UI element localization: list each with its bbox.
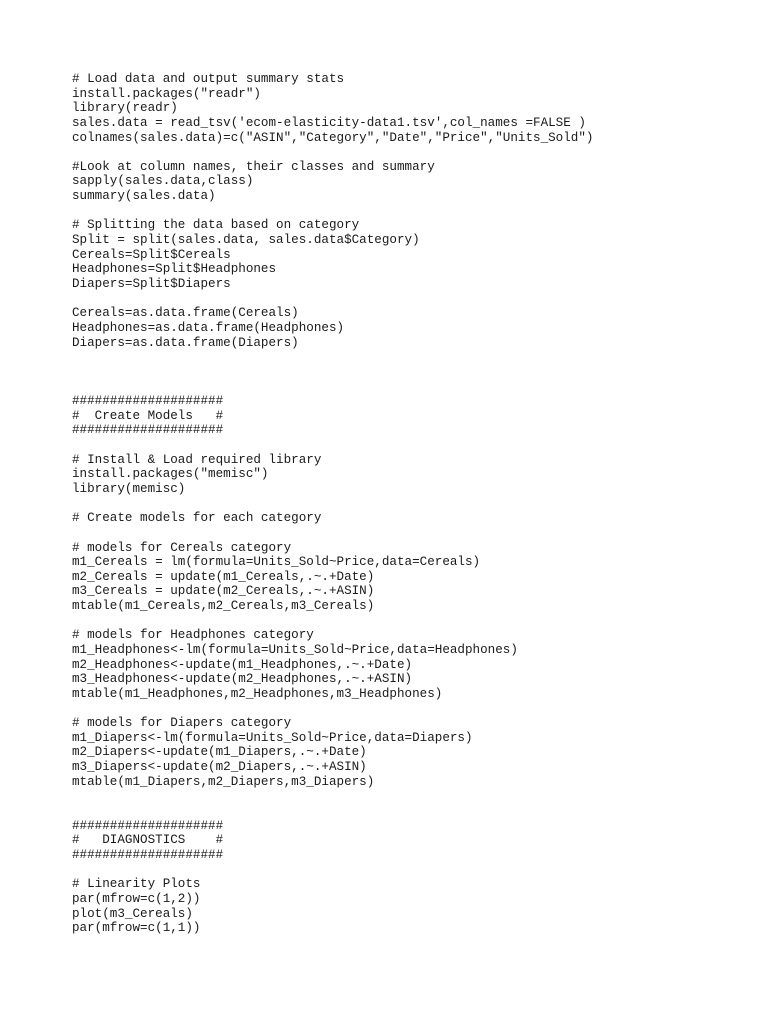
code-line: # models for Diapers category xyxy=(72,716,292,731)
code-line: mtable(m1_Headphones,m2_Headphones,m3_Headphones) xyxy=(72,686,443,701)
code-line: # Create models for each category xyxy=(72,511,322,526)
code-line: Headphones=Split$Headphones xyxy=(72,262,277,277)
code-line xyxy=(72,497,752,512)
code-line: mtable(m1_Diapers,m2_Diapers,m3_Diapers) xyxy=(72,774,375,789)
code-line: Headphones=as.data.frame(Headphones) xyxy=(72,320,345,335)
code-line: Split = split(sales.data, sales.data$Category) xyxy=(72,233,420,248)
code-line: # Create Models # xyxy=(72,408,224,423)
code-line: install.packages("readr") xyxy=(72,86,261,101)
code-line xyxy=(72,145,752,160)
code-line: colnames(sales.data)=c("ASIN","Category","Date","Price","Units_Sold") xyxy=(72,130,594,145)
code-document xyxy=(72,72,752,936)
code-line: par(mfrow=c(1,2)) xyxy=(72,891,201,906)
code-line: #################### xyxy=(72,394,224,409)
code-line: m2_Cereals = update(m1_Cereals,.~.+Date) xyxy=(72,569,375,584)
code-line: plot(m3_Cereals) xyxy=(72,906,193,921)
code-line: m2_Headphones<-update(m1_Headphones,.~.+Date) xyxy=(72,657,413,672)
code-line: Cereals=as.data.frame(Cereals) xyxy=(72,306,299,321)
code-line xyxy=(72,292,752,307)
code-line: #Look at column names, their classes and summary xyxy=(72,159,435,174)
code-line: library(readr) xyxy=(72,101,178,116)
code-line xyxy=(72,350,752,365)
code-line xyxy=(72,614,752,629)
code-line xyxy=(72,204,752,219)
code-line xyxy=(72,789,752,804)
code-line xyxy=(72,863,752,878)
code-line: summary(sales.data) xyxy=(72,189,216,204)
code-line: #################### xyxy=(72,423,224,438)
code-line xyxy=(72,702,752,717)
code-line: # DIAGNOSTICS # xyxy=(72,833,224,848)
code-line xyxy=(72,379,752,394)
code-line: m3_Headphones<-update(m2_Headphones,.~.+ASIN) xyxy=(72,672,413,687)
code-line: m1_Diapers<-lm(formula=Units_Sold~Price,data=Diapers) xyxy=(72,730,473,745)
code-line: m2_Diapers<-update(m1_Diapers,.~.+Date) xyxy=(72,745,367,760)
code-line: m3_Cereals = update(m2_Cereals,.~.+ASIN) xyxy=(72,584,375,599)
code-line xyxy=(72,438,752,453)
code-line: # Install & Load required library xyxy=(72,452,322,467)
code-line: # models for Headphones category xyxy=(72,628,314,643)
code-line: library(memisc) xyxy=(72,481,186,496)
code-line: # Load data and output summary stats xyxy=(72,72,345,86)
code-line: Cereals=Split$Cereals xyxy=(72,247,231,262)
code-line: Diapers=Split$Diapers xyxy=(72,276,231,291)
code-line: m1_Cereals = lm(formula=Units_Sold~Price,data=Cereals) xyxy=(72,555,481,570)
code-line: # Linearity Plots xyxy=(72,877,201,892)
code-line: sapply(sales.data,class) xyxy=(72,174,254,189)
code-line xyxy=(72,526,752,541)
code-line: sales.data = read_tsv('ecom-elasticity-data1.tsv',col_names =FALSE ) xyxy=(72,115,586,130)
code-line xyxy=(72,804,752,819)
code-line: mtable(m1_Cereals,m2_Cereals,m3_Cereals) xyxy=(72,599,375,614)
code-line: par(mfrow=c(1,1)) xyxy=(72,921,201,936)
code-line: #################### xyxy=(72,818,224,833)
code-line: Diapers=as.data.frame(Diapers) xyxy=(72,335,299,350)
code-line: m1_Headphones<-lm(formula=Units_Sold~Price,data=Headphones) xyxy=(72,642,518,657)
code-line: m3_Diapers<-update(m2_Diapers,.~.+ASIN) xyxy=(72,760,367,775)
code-line xyxy=(72,365,752,380)
code-line: install.packages("memisc") xyxy=(72,467,269,482)
code-line: #################### xyxy=(72,847,224,862)
code-line: # models for Cereals category xyxy=(72,540,292,555)
code-line: # Splitting the data based on category xyxy=(72,218,360,233)
